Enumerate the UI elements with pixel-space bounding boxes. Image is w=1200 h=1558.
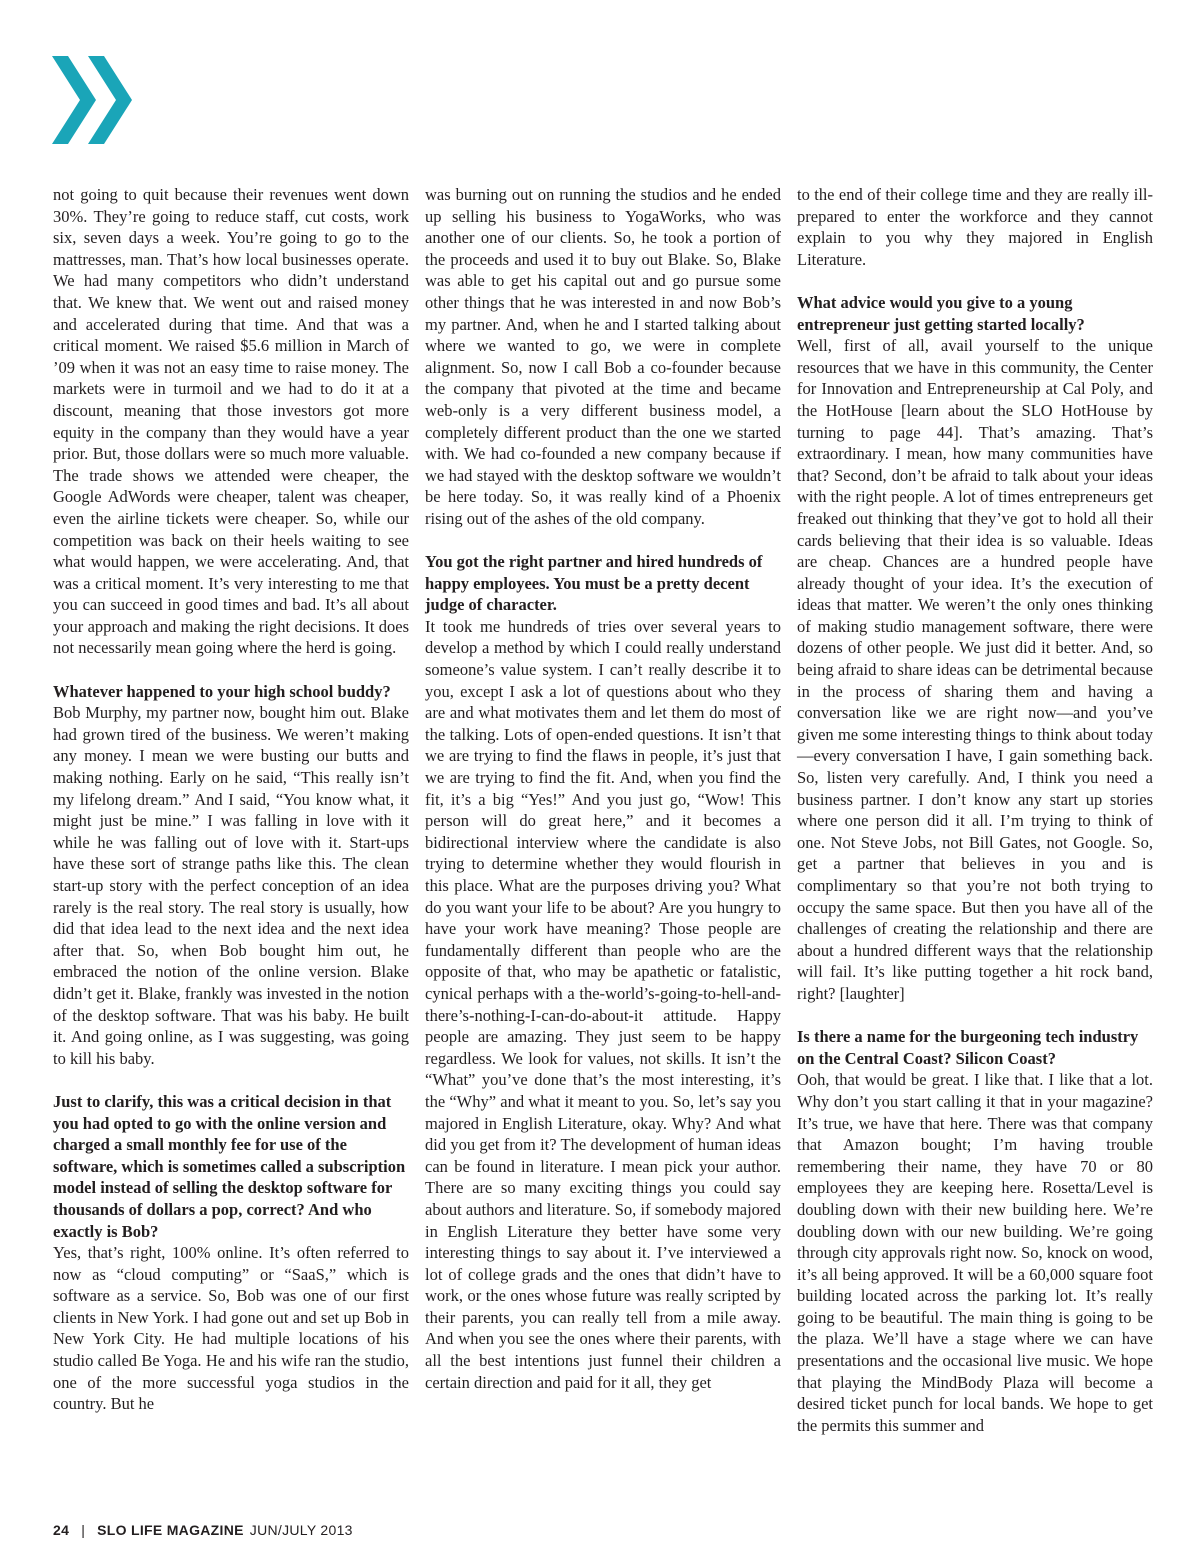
magazine-name: SLO LIFE MAGAZINE: [97, 1522, 244, 1538]
interview-answer: Yes, that’s right, 100% online. It’s often referred to now as “cloud computing” or “SaaS,” which is software as a service. So, Bob was one of our first clients in New York. I had gone out and set up Bob in New York City. He had multiple locations of his studio called Be Yoga. He and his wife ran the studio, one of the more successful yoga studios in the country. But he: [53, 1243, 409, 1414]
issue-date: JUN/JULY 2013: [249, 1522, 353, 1538]
interview-question: Is there a name for the burgeoning tech industry on the Central Coast? Silicon Coast?: [797, 1027, 1139, 1068]
paragraph: was burning out on running the studios and he ended up selling his business to YogaWorks, who was another one of our clients. So, he took a portion of the proceeds and used it to buy out Blake. So, Blake was able to get his capital out and go pursue some other things that he was interested in and now Bob’s my partner. And, when he and I started talking about where we wanted to go, we were in complete alignment. So, now I call Bob a co-founder because the company that pivoted at the time and became web-only is a very different business model, a completely different product than the one we started with. We had co-founded a new company because if we had stayed with the desktop software we wouldn’t be here today. So, it was really kind of a Phoenix rising out of the ashes of the old company.: [425, 185, 781, 528]
interview-question: Whatever happened to your high school buddy?: [53, 681, 391, 701]
interview-answer: Ooh, that would be great. I like that. I like that a lot. Why don’t you start calling it that in your magazine? It’s true, we have that here. There was that company that Amazon bought; I’m having trouble remembering their name, they have 70 or 80 employees they are keeping here. Rosetta/Level is doubling down with their new building here. We’re doubling down with our new building. We’re going through city approvals right now. So, knock on wood, it’s all being approved. It will be a 60,000 square foot building located across the parking lot. It’s really going to be beautiful. The main thing is going to be the plaza. We’ll have a stage where we can have presentations and the occasional live music. We hope that playing the MindBody Plaza will become a desired ticket punch for local bands. We hope to get the permits this summer and: [797, 1070, 1153, 1435]
article-column-1: [53, 184, 409, 1415]
interview-answer: Well, first of all, avail yourself to the unique resources that we have in this community, the Center for Innovation and Entrepreneurship at Cal Poly, and the HotHouse [learn about the SLO HotHouse by turning to page 44]. That’s amazing. That’s extraordinary. I mean, how many communities have that? Second, don’t be afraid to talk about your ideas with the right people. A lot of times entrepreneurs get freaked out thinking that they’ve got to hold all their cards believing that their idea is so valuable. Ideas are cheap. Chances are a hundred people have already thought of your idea. It’s the execution of ideas that matter. We weren’t the only ones thinking of making studio management software, there were dozens of other people. We just did it better. And, so being afraid to share ideas can be detrimental because in the process of sharing them and having a conversation like we are right now—and you’ve given me some interesting things to think about today—every conversation I have, I gain something back. So, listen very carefully. And, I think you need a business partner. I don’t know any start up stories where one person did it all. I’m trying to think of one. Not Steve Jobs, not Bill Gates, not Google. So, get a partner that believes in you and is complimentary so that you’re not both trying to occupy the same space. But then you have all of the challenges of creating the relationship and there are about a hundred different ways that the relationship will fail. It’s like putting together a hit rock band, right? [laughter]: [797, 336, 1153, 1003]
double-chevron-right-icon: [50, 54, 136, 146]
interview-answer: It took me hundreds of tries over several years to develop a method by which I could really understand someone’s value system. I can’t really describe it to you, except I ask a lot of questions about who they are and what motivates them and let them do most of the talking. Lots of open-ended questions. It isn’t that we are trying to find the flaws in people, it’s just that we are trying to find the fit. And, when you find the fit, it’s a big “Yes!” And you just go, “Wow! This person will do great here,” and it becomes a bidirectional interview where the candidate is also trying to determine whether they would flourish in this place. What are the purposes driving you? What do you want your life to be about? Are you hungry to have your work have meaning? Those people are fundamentally different than people who are the opposite of that, who may be apathetic or fatalistic, cynical perhaps with a the-world’s-going-to-hell-and-there’s-nothing-I-can-do-about-it attitude. Happy people are amazing. They just seem to be happy regardless. We look for values, not skills. It isn’t the “What” you’ve done that’s the most interesting, it’s the “Why” and what it meant to you. So, let’s say you majored in English Literature, okay. Why? And what did you get from it? The development of human ideas can be found in literature. I mean pick your author. There are so many exciting things you could say about authors and literature. So, if somebody majored in English Literature they better have some very interesting things to say about it. I’ve interviewed a lot of college grads and the ones that didn’t have to work, or the ones whose future was really scripted by their parents, you can really tell from a mile away. And when you see the ones where their parents, with all the best intentions just funnel their children a certain direction and paid for it all, they get: [425, 616, 781, 1392]
article-column-3: [797, 184, 1153, 1436]
interview-question: What advice would you give to a young entrepreneur just getting started locally?: [797, 292, 1085, 334]
paragraph: to the end of their college time and they are really ill-prepared to enter the workforce and they cannot explain to you why they majored in English Literature.: [797, 185, 1153, 269]
interview-question: You got the right partner and hired hundreds of happy employees. You must be a pretty decent judge of character.: [425, 552, 763, 615]
page-footer: [53, 1522, 353, 1538]
paragraph: not going to quit because their revenues went down 30%. They’re going to reduce staff, cut costs, work six, seven days a week. You’re going to go to the mattresses, man. That’s how local businesses operate. We had many competitors who didn’t understand that. We knew that. We went out and raised money and accelerated during that time. And that was a critical moment. We raised $5.6 million in March of ’09 when it was not an easy time to raise money. The markets were in turmoil and we had to do it at a discount, meaning that those investors got more equity in the company than they would have a year prior. But, those dollars were so much more valuable. The trade shows we attended were cheaper, the Google AdWords were cheaper, talent was cheaper, even the airline tickets were cheaper. So, while our competition was back on their heels waiting to see what would happen, we were accelerating. And, that was a critical moment. It’s very interesting to me that you can succeed in good times and bad. It’s all about your approach and making the right decisions. It does not necessarily mean going where the herd is going.: [53, 185, 409, 658]
interview-answer: Bob Murphy, my partner now, bought him out. Blake had grown tired of the business. We weren’t making any money. I mean we were busting our butts and making nothing. Early on he said, “This really isn’t my lifelong dream.” And I said, “You know what, it might just be mine.” I was falling in love with it while he was falling out of love with it. Start-ups have these sort of strange paths like this. The clean start-up story with the perfect conception of an idea rarely is the real story. The real story is usually, how did that idea lead to the next idea and the next idea after that. So, when Bob bought him out, he embraced the notion of the online version. Blake didn’t get it. Blake, frankly was invested in the notion of the desktop software. That was his baby. He built it. And going online, as I was suggesting, was going to kill his baby.: [53, 703, 409, 1068]
article-column-2: [425, 184, 781, 1393]
footer-separator: |: [81, 1522, 86, 1538]
page-number: 24: [53, 1522, 70, 1538]
interview-question: Just to clarify, this was a critical decision in that you had opted to go with the online version and charged a small monthly fee for use of the software, which is sometimes called a subscription model instead of selling the desktop software for thousands of dollars a pop, correct? And who exactly is Bob?: [53, 1091, 406, 1241]
